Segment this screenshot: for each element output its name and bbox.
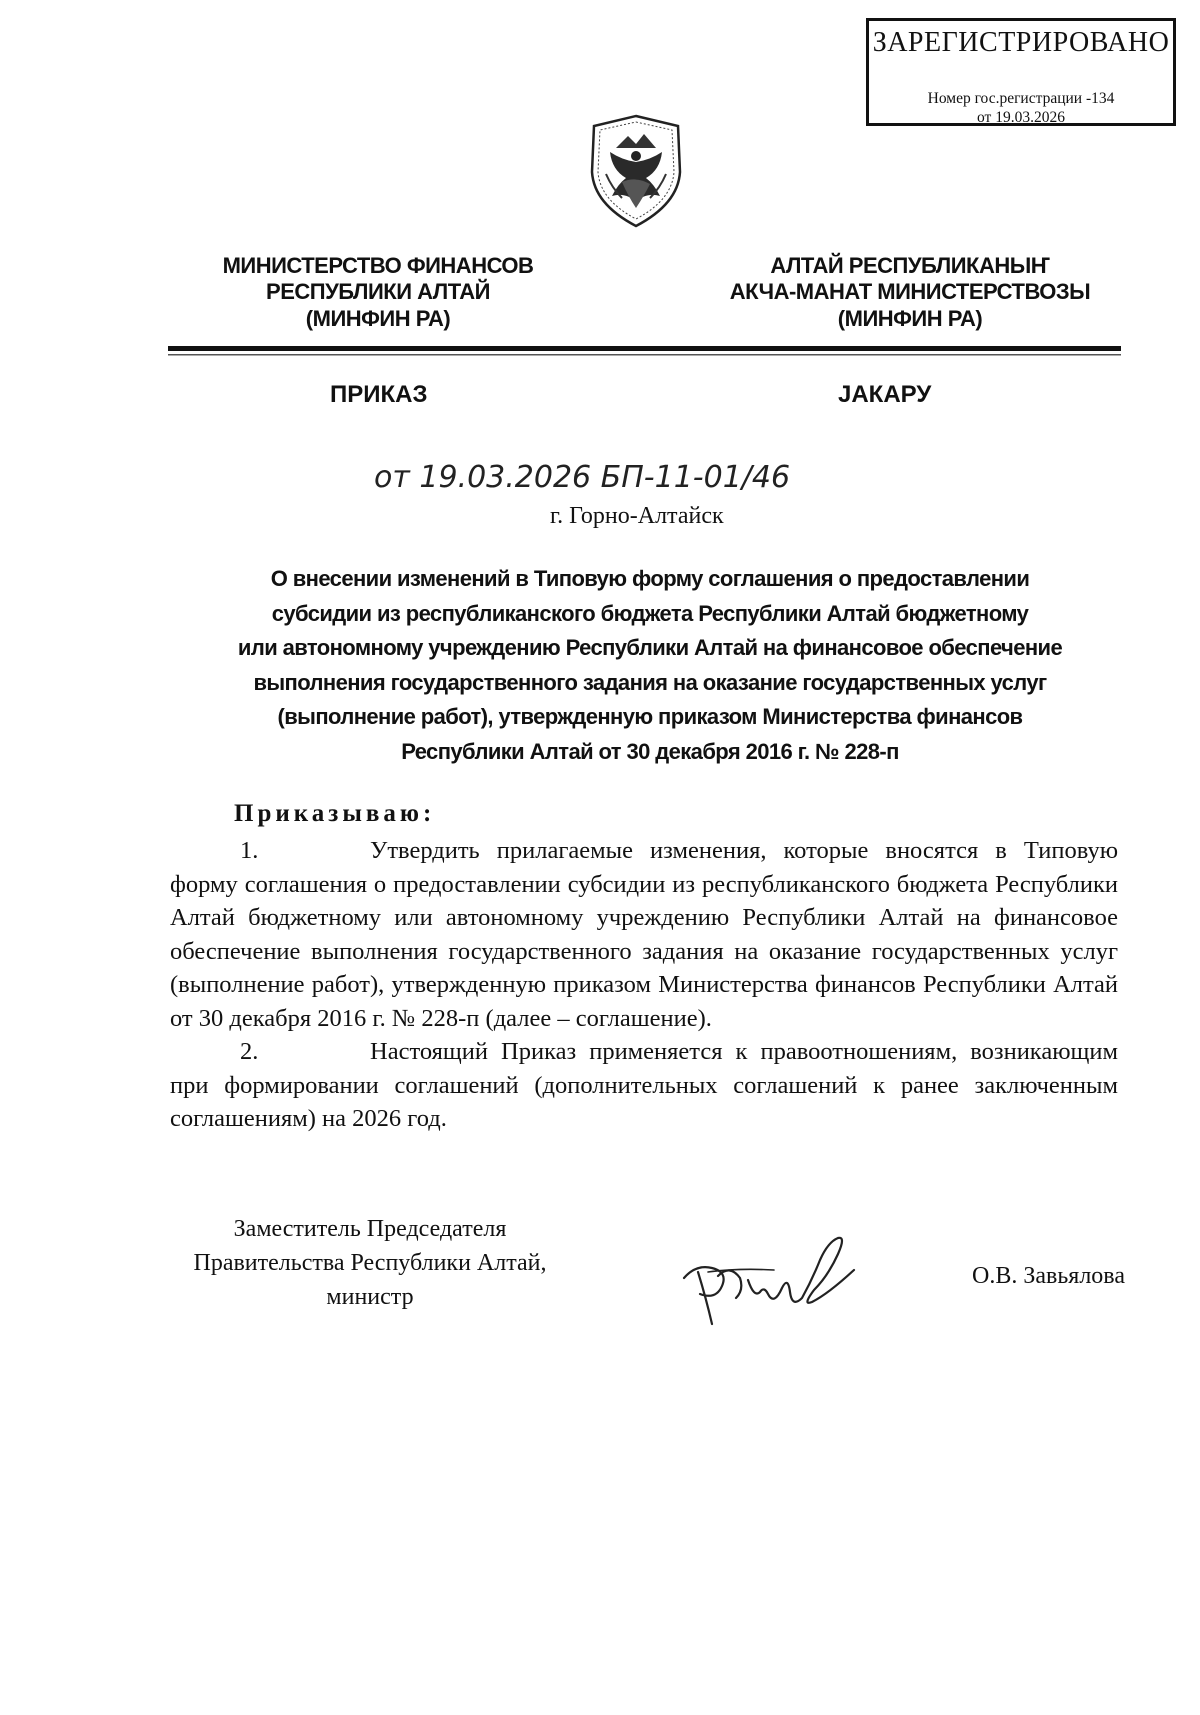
signer-position-line: Правительства Республики Алтай,	[193, 1250, 547, 1276]
signer-position-line: министр	[326, 1284, 414, 1310]
stamp-registration-info	[869, 89, 1173, 128]
handwritten-order-number-text: от 19.03.2026 БП-11-01/46	[374, 460, 791, 495]
paragraph-number: 1.	[240, 837, 259, 864]
ministry-left-line-1: МИНИСТЕРСТВО ФИНАНСОВ	[222, 253, 534, 278]
title-line: О внесении изменений в Типовую форму соглашения о предоставлении	[270, 566, 1030, 591]
order-directive-heading: Приказываю:	[234, 800, 436, 827]
city: г. Горно-Алтайск	[550, 503, 724, 529]
signer-position	[170, 1212, 570, 1314]
order-word-russian: ПРИКАЗ	[330, 381, 428, 408]
ministry-left-line-2: РЕСПУБЛИКИ АЛТАЙ	[266, 279, 490, 305]
ministry-left-line-3: (МИНФИН РА)	[305, 305, 451, 331]
paragraph-text: Настоящий Приказ применяется к правоотношениям, возникающим при формировании соглашений (дополнительных соглашений к ранее заключенным соглашениям) на 2026 год.	[170, 1038, 1118, 1132]
ministry-right-line-2: АКЧА-МАНАТ МИНИСТЕРСТВОЗЫ	[729, 279, 1091, 305]
signer-position-line: Заместитель Председателя	[233, 1216, 507, 1242]
stamp-reg-date: от 19.03.2026	[977, 109, 1065, 127]
handwritten-signature-icon	[678, 1228, 868, 1338]
registration-stamp	[866, 18, 1176, 126]
order-body	[170, 834, 1118, 1136]
stamp-title: ЗАРЕГИСТРИРОВАНО	[872, 27, 1170, 58]
document-title	[200, 562, 1100, 769]
ministry-name-russian	[168, 253, 588, 332]
paragraph-number: 2.	[240, 1038, 259, 1065]
signer-name: О.В. Завьялова	[972, 1263, 1125, 1289]
paragraph-text: Утвердить прилагаемые изменения, которые вносятся в Типовую форму соглашения о предоставлении субсидии из республиканского бюджета Республики Алтай бюджетному или автономному учреждению Республики Алтай на финансовое обеспечение выполнения государственного задания на оказание государственных услуг (выполнение работ), утвержденную приказом Министерства финансов Республики Алтай от 30 декабря 2016 г. № 228-п (далее – соглашение).	[170, 837, 1118, 1032]
order-word-altai: ЈАКАРУ	[838, 381, 932, 408]
ministry-right-line-3: (МИНФИН РА)	[837, 305, 983, 331]
header-divider	[168, 346, 1121, 358]
stamp-reg-number: Номер гос.регистрации -134	[927, 90, 1115, 107]
title-line: Республики Алтай от 30 декабря 2016 г. № 228-п	[401, 738, 899, 764]
ministry-right-line-1: АЛТАЙ РЕСПУБЛИКАНЫҤ	[770, 253, 1050, 278]
paragraph-2	[170, 1035, 1118, 1136]
ministry-name-altai	[700, 253, 1120, 332]
title-line: субсидии из республиканского бюджета Республики Алтай бюджетному	[271, 600, 1029, 626]
paragraph-1	[170, 834, 1118, 1035]
title-line: (выполнение работ), утвержденную приказом Министерства финансов	[277, 704, 1023, 729]
handwritten-order-number	[370, 445, 810, 505]
coat-of-arms-icon	[582, 112, 690, 230]
title-line: выполнения государственного задания на оказание государственных услуг	[253, 669, 1047, 695]
title-line: или автономному учреждению Республики Алтай на финансовое обеспечение	[237, 635, 1063, 660]
